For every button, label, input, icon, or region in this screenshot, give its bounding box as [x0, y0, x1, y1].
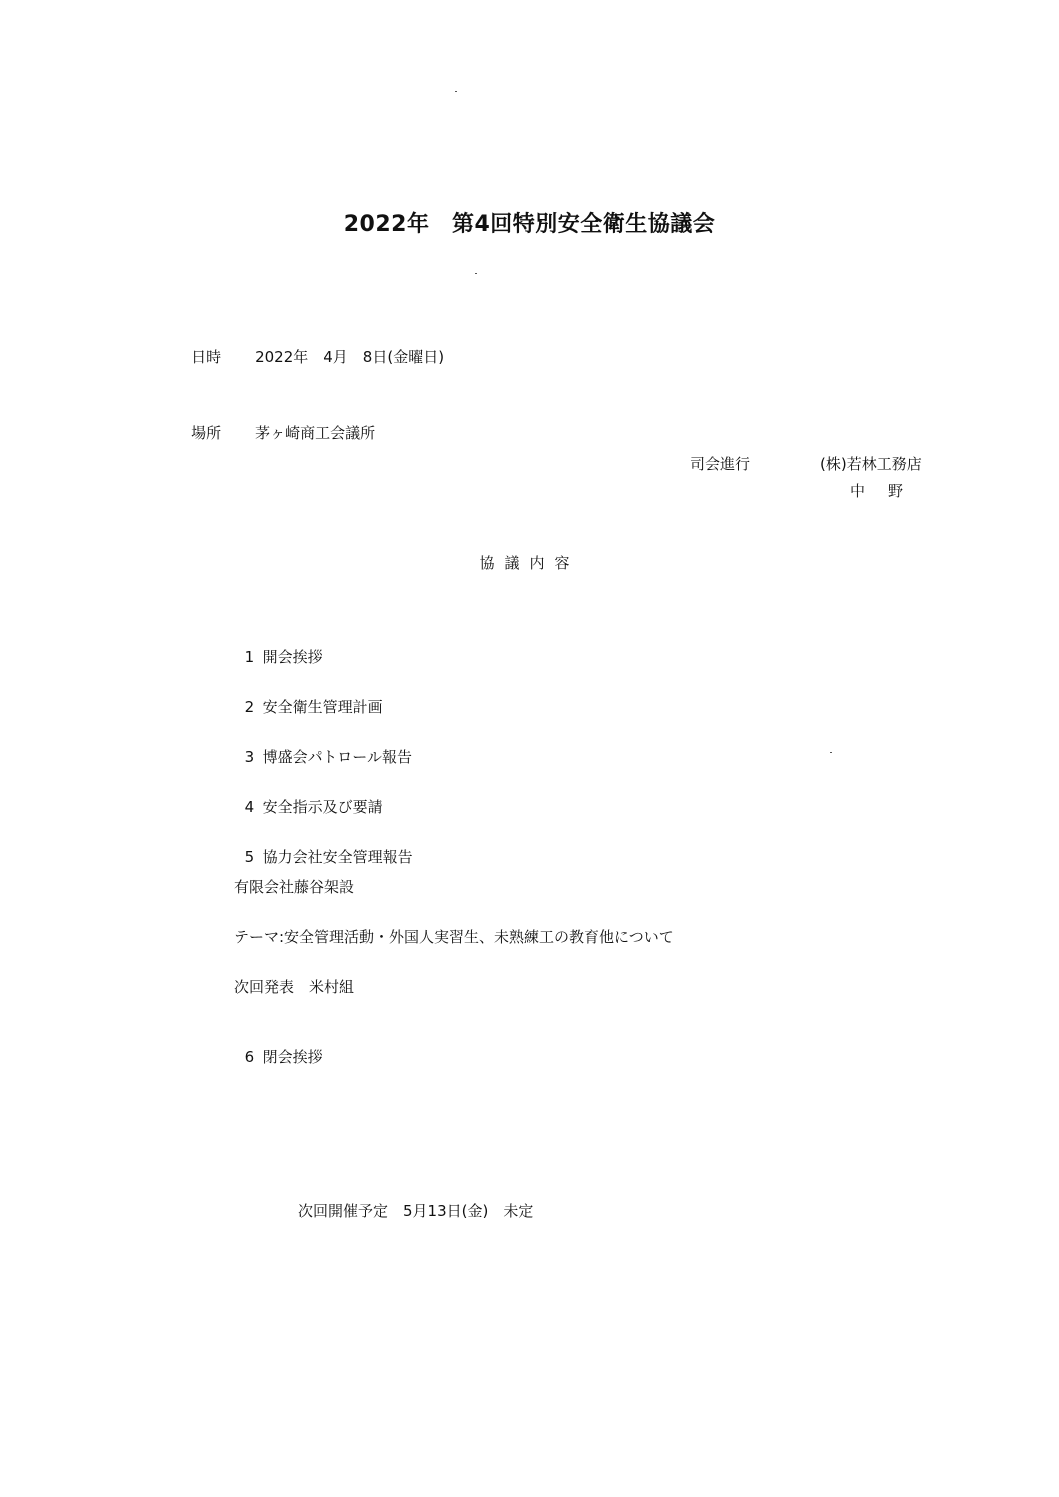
agenda-item-number: 5 [244, 848, 255, 866]
date-label: 日時 [191, 348, 222, 366]
place-value: 茅ヶ崎商工会議所 [255, 424, 376, 442]
meeting-date-row [172, 327, 444, 387]
agenda-item-text: 安全衛生管理計画 [262, 698, 383, 716]
agenda-item-text: 安全指示及び要請 [262, 798, 383, 816]
agenda-item-number: 2 [244, 698, 255, 716]
section-heading: 協議内容 [479, 554, 580, 572]
agenda-item-number: 3 [244, 748, 255, 766]
agenda-item-closing [216, 1027, 916, 1077]
scan-speck [475, 273, 477, 274]
agenda-item [216, 727, 916, 777]
scan-speck [455, 91, 457, 92]
chair-name: 中 野 [850, 482, 908, 500]
agenda-item-text: 博盛会パトロール報告 [262, 748, 413, 766]
document-title: 2022年 第4回特別安全衛生協議会 [343, 212, 716, 237]
sub-item-theme: テーマ:安全管理活動・外国人実習生、未熟練工の教育他について [234, 928, 674, 946]
chair-company: (株)若林工務店 [820, 455, 922, 473]
chair-role: 司会進行 [690, 455, 751, 473]
next-meeting-note: 次回開催予定 5月13日(金) 未定 [298, 1202, 534, 1220]
agenda-item-number: 1 [244, 648, 255, 666]
agenda-item-text: 閉会挨拶 [262, 1048, 323, 1066]
place-label: 場所 [191, 424, 222, 442]
agenda-item-text: 開会挨拶 [262, 648, 323, 666]
sub-item-next-presenter: 次回発表 米村組 [234, 978, 355, 996]
sub-item-company: 有限会社藤谷架設 [234, 878, 355, 896]
agenda-item-number: 6 [244, 1048, 255, 1066]
agenda-item [216, 827, 916, 877]
meeting-place-row [172, 403, 375, 463]
agenda-list [216, 627, 916, 1077]
agenda-item [216, 677, 916, 727]
agenda-item [216, 777, 916, 827]
agenda-item-text: 協力会社安全管理報告 [262, 848, 413, 866]
date-value: 2022年 4月 8日(金曜日) [255, 348, 445, 366]
agenda-item-number: 4 [244, 798, 255, 816]
agenda-item [216, 627, 916, 677]
